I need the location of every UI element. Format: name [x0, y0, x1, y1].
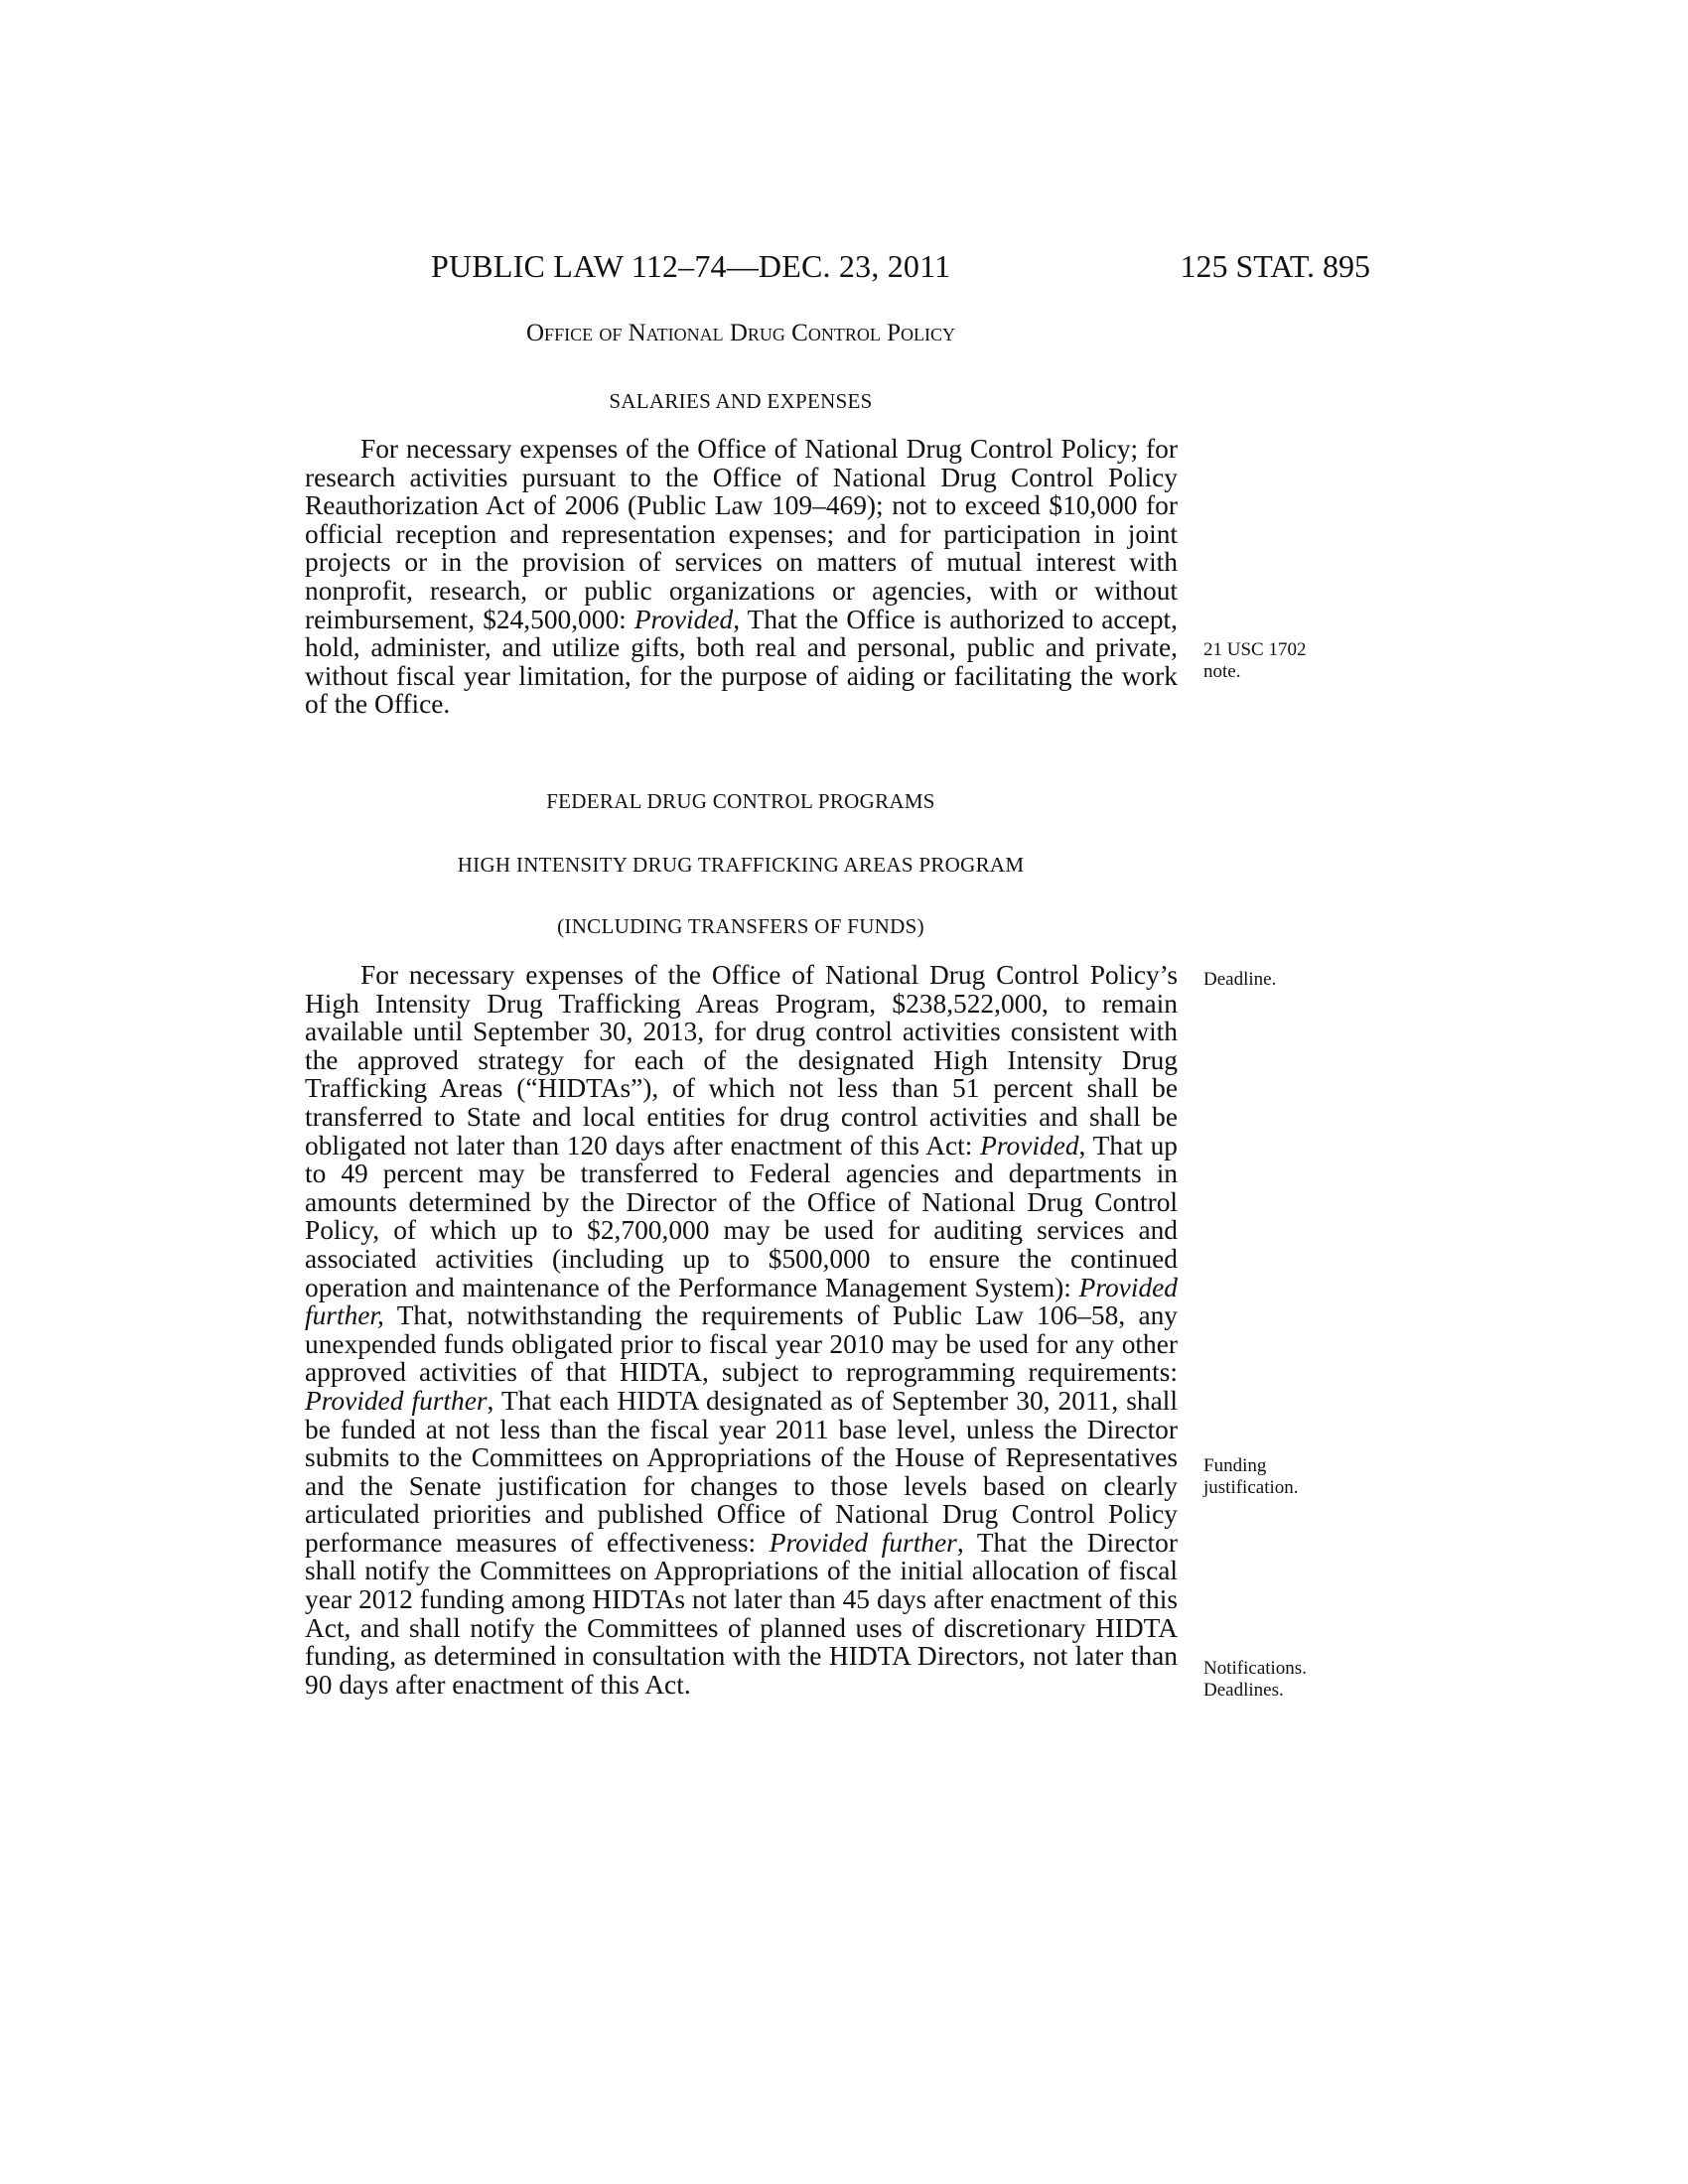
funding-note-line-1: Funding — [1203, 1455, 1267, 1476]
hidta-text-4: , That each HIDTA designated as of September 30, 2011, shall be funded at not less than the fiscal year 2011 base level, unless the Director submits to the Committees on Appropriations of the House of Representatives and the Senate justification for changes to those levels based on clearly articulated priorities and published Office of National Drug Control Policy performance measures of effectiveness: — [305, 1385, 1178, 1558]
funding-margin-note — [1203, 1455, 1299, 1499]
notifications-margin-note — [1203, 1658, 1307, 1702]
hidta-paragraph — [305, 961, 1178, 1699]
public-law-header: PUBLIC LAW 112–74—DEC. 23, 2011 — [431, 248, 951, 284]
salaries-text-2: , That the Office is authorized to accept, hold, administer, and utilize gifts, both real and personal, public and private, without fiscal year limitation, for the purpose of aiding or facilitating the work of the Office. — [305, 604, 1178, 720]
federal-programs-heading: FEDERAL DRUG CONTROL PROGRAMS — [546, 789, 935, 813]
notif-note-line-1: Notifications. — [1203, 1658, 1307, 1679]
provided-further-italic: Provided further, — [305, 1272, 1178, 1331]
deadline-margin-note: Deadline. — [1203, 969, 1277, 990]
usc-note-line-1: 21 USC 1702 — [1203, 639, 1307, 660]
statute-page-number: 125 STAT. 895 — [1180, 248, 1370, 284]
transfers-heading: (INCLUDING TRANSFERS OF FUNDS) — [557, 914, 924, 938]
hidta-heading: HIGH INTENSITY DRUG TRAFFICKING AREAS PROGRAM — [457, 853, 1025, 877]
hidta-text-5: , That the Director shall notify the Committees on Appropriations of the initial allocation of fiscal year 2012 funding among HIDTAs not later than 45 days after enactment of this Act, and shall notify the Committees of planned uses of discretionary HIDTA funding, as determined in consultation with the HIDTA Directors, not later than 90 days after enactment of this Act. — [305, 1527, 1178, 1700]
funding-note-line-2: justification. — [1203, 1477, 1299, 1498]
provided-italic: Provided — [633, 604, 734, 634]
provided-further-italic: Provided further — [769, 1527, 957, 1558]
provided-further-italic: Provided further — [305, 1385, 488, 1416]
salaries-heading: SALARIES AND EXPENSES — [609, 389, 873, 413]
provided-italic: Provided — [980, 1130, 1079, 1160]
salaries-paragraph — [305, 435, 1178, 719]
notif-note-line-2: Deadlines. — [1203, 1680, 1284, 1701]
hidta-text-1: For necessary expenses of the Office of National Drug Control Policy’s High Intensity Drug Trafficking Areas Program, $238,522,000, to remain available until September 30, 2013, for drug control activities consistent with the approved strategy for each of the designated High Intensity Drug Trafficking Areas (“HIDTAs”), of which not less than 51 percent shall be transferred to State and local entities for drug control activities and shall be obligated not later than 120 days after enactment of this Act: — [305, 960, 1178, 1160]
usc-note-line-2: note. — [1203, 661, 1241, 682]
usc-margin-note — [1203, 639, 1306, 683]
salaries-text-1: For necessary expenses of the Office of National Drug Control Policy; for research activities pursuant to the Office of National Drug Control Policy Reauthorization Act of 2006 (Public Law 109–469); not to exceed $10,000 for official reception and representation expenses; and for participation in joint projects or in the provision of services on matters of mutual interest with nonprofit, research, or public organizations or agencies, with or without reimbursement, $24,500,000: — [305, 434, 1178, 634]
office-heading: Office of National Drug Control Policy — [526, 320, 955, 346]
hidta-text-3: That, notwithstanding the requirements of Public Law 106–58, any unexpended funds obligated prior to fiscal year 2010 may be used for any other approved activities of that HIDTA, subject to reprogramming requirements: — [305, 1300, 1178, 1388]
hidta-text-2: , That up to 49 percent may be transferred to Federal agencies and departments in amounts determined by the Director of the Office of National Drug Control Policy, of which up to $2,700,000 may be used for auditing services and associated activities (including up to $500,000 to ensure the continued operation and maintenance of the Performance Management System): — [305, 1130, 1179, 1302]
